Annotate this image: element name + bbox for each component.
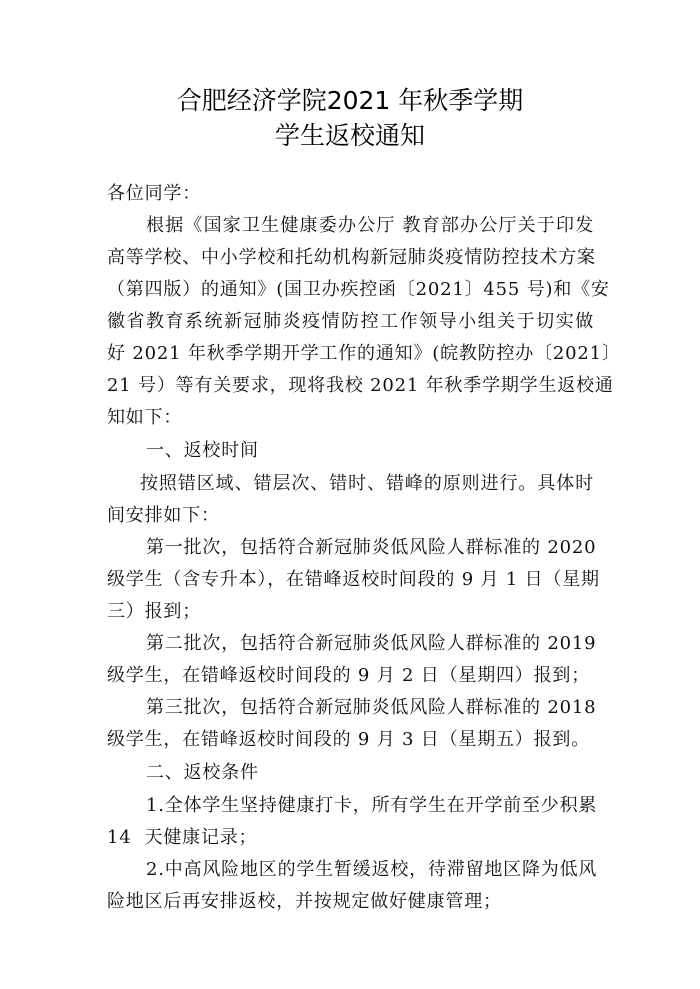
item1-line-2: 14 天健康记录； bbox=[107, 827, 258, 848]
intro-line-1: 根据《国家卫生健康委办公厅 教育部办公厅关于印发 bbox=[146, 215, 594, 236]
item1-line-1: 1.全体学生坚持健康打卡，所有学生在开学前至少积累 bbox=[146, 795, 598, 816]
section-heading-return-time: 一、返校时间 bbox=[146, 440, 259, 461]
intro-line-6: 21 号）等有关要求，现将我校 2021 年秋季学期学生返校通 bbox=[107, 375, 614, 396]
intro-line-2: 高等学校、中小学校和托幼机构新冠肺炎疫情防控技术方案 bbox=[107, 247, 596, 268]
intro-line-7: 知如下： bbox=[107, 407, 183, 428]
section1-intro-line-2: 间安排如下： bbox=[107, 505, 220, 526]
document-title-line-2: 学生返校通知 bbox=[274, 121, 425, 150]
batch3-line-1: 第三批次，包括符合新冠肺炎低风险人群标准的 2018 bbox=[146, 697, 597, 718]
batch1-line-1: 第一批次，包括符合新冠肺炎低风险人群标准的 2020 bbox=[146, 537, 597, 558]
batch1-line-2: 级学生（含专升本），在错峰返校时间段的 9 月 1 日（星期 bbox=[107, 569, 600, 590]
intro-line-3: （第四版）的通知》(国卫办疾控函〔2021〕455 号)和《安 bbox=[107, 279, 610, 300]
intro-line-4: 徽省教育系统新冠肺炎疫情防控工作领导小组关于切实做 bbox=[107, 311, 594, 332]
section-heading-return-conditions: 二、返校条件 bbox=[146, 762, 259, 783]
batch2-line-1: 第二批次，包括符合新冠肺炎低风险人群标准的 2019 bbox=[146, 633, 597, 654]
batch1-line-3: 三）报到； bbox=[107, 601, 201, 622]
section1-intro-line-1: 按照错区域、错层次、错时、错峰的原则进行。具体时 bbox=[140, 473, 594, 494]
salutation: 各位同学： bbox=[107, 183, 201, 204]
item2-line-1: 2.中高风险地区的学生暂缓返校，待滞留地区降为低风 bbox=[146, 859, 598, 880]
intro-line-5: 好 2021 年秋季学期开学工作的通知》(皖教防控办〔2021〕 bbox=[107, 343, 621, 364]
item2-line-2: 险地区后再安排返校，并按规定做好健康管理； bbox=[107, 891, 502, 912]
document-title-line-1: 合肥经济学院2021 年秋季学期 bbox=[176, 86, 524, 115]
batch2-line-2: 级学生，在错峰返校时间段的 9 月 2 日（星期四）报到； bbox=[107, 665, 590, 686]
batch3-line-2: 级学生，在错峰返校时间段的 9 月 3 日（星期五）报到。 bbox=[107, 729, 590, 750]
